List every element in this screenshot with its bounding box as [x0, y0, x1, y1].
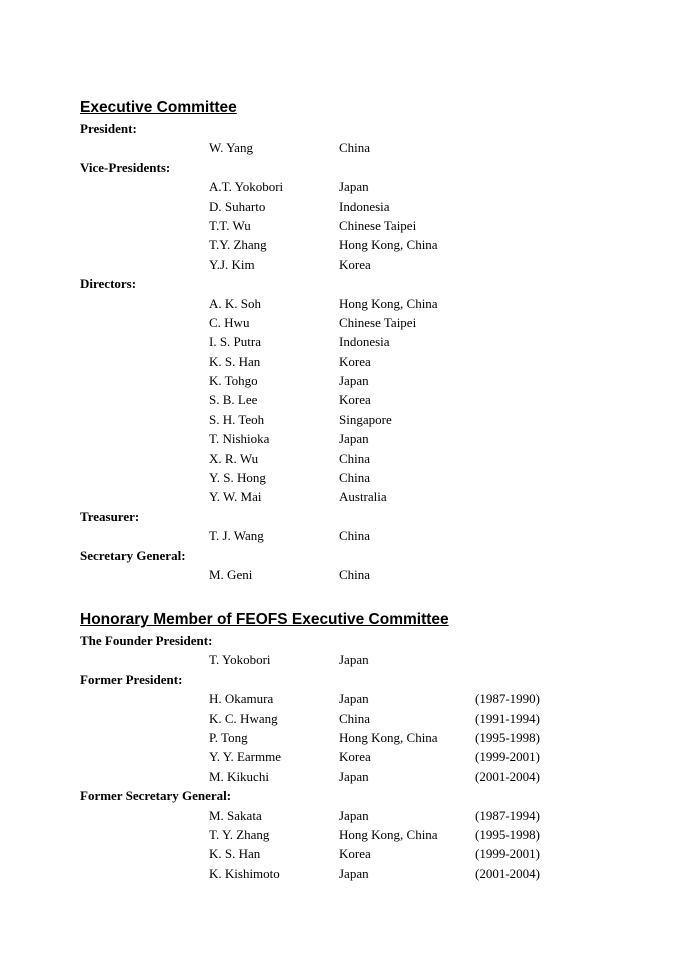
member-name: W. Yang — [209, 140, 253, 156]
member-country: Indonesia — [339, 334, 390, 350]
member-name: D. Suharto — [209, 198, 266, 214]
member-years: (1995-1998) — [475, 826, 540, 842]
member-years: (2001-2004) — [475, 768, 540, 784]
member-years: (1987-1994) — [475, 807, 540, 823]
member-row — [80, 526, 640, 545]
member-country: China — [339, 528, 371, 544]
member-country: Hong Kong, China — [339, 295, 438, 311]
section-title: Executive Committee — [80, 99, 237, 116]
member-row — [80, 825, 640, 844]
group-label: Secretary General: — [80, 547, 186, 563]
member-name: M. Sakata — [209, 807, 262, 823]
member-row — [80, 410, 640, 429]
member-name: K. Tohgo — [209, 373, 258, 389]
member-row — [80, 332, 640, 351]
member-country: Japan — [339, 652, 369, 668]
member-country: China — [339, 450, 371, 466]
member-country: Hong Kong, China — [339, 826, 438, 842]
member-row — [80, 449, 640, 468]
member-row — [80, 689, 640, 708]
member-country: Japan — [339, 691, 369, 707]
member-row — [80, 429, 640, 448]
member-name: K. S. Han — [209, 846, 261, 862]
member-years: (1999-2001) — [475, 749, 540, 765]
member-name: Y.J. Kim — [209, 256, 255, 272]
member-country: Chinese Taipei — [339, 314, 417, 330]
member-years: (1991-1994) — [475, 710, 540, 726]
member-country: Korea — [339, 256, 371, 272]
member-name: T.T. Wu — [209, 217, 251, 233]
member-name: P. Tong — [209, 729, 248, 745]
member-row — [80, 216, 640, 235]
member-name: Y. W. Mai — [209, 489, 262, 505]
member-row — [80, 294, 640, 313]
member-country: Hong Kong, China — [339, 237, 438, 253]
member-years: (2001-2004) — [475, 865, 540, 881]
group-label: The Founder President: — [80, 633, 213, 648]
member-row — [80, 313, 640, 332]
member-row — [80, 864, 640, 883]
member-row — [80, 565, 640, 584]
member-row — [80, 728, 640, 747]
member-name: H. Okamura — [209, 691, 274, 707]
member-country: Korea — [339, 749, 371, 765]
member-row — [80, 487, 640, 506]
section-body — [80, 631, 640, 883]
member-name: X. R. Wu — [209, 450, 259, 466]
member-country: Australia — [339, 489, 387, 505]
member-country: Hong Kong, China — [339, 729, 438, 745]
member-country: Chinese Taipei — [339, 217, 417, 233]
member-name: Y. S. Hong — [209, 470, 266, 486]
member-country: Japan — [339, 373, 369, 389]
member-row — [80, 767, 640, 786]
member-name: A. K. Soh — [209, 295, 262, 311]
member-country: Japan — [339, 768, 369, 784]
member-years: (1999-2001) — [475, 846, 540, 862]
member-name: Y. Y. Earmme — [209, 749, 281, 765]
member-name: S. H. Teoh — [209, 411, 265, 427]
member-name: T. Nishioka — [209, 431, 270, 447]
member-row — [80, 468, 640, 487]
member-country: Korea — [339, 846, 371, 862]
member-row — [80, 235, 640, 254]
group-label: President: — [80, 121, 137, 136]
member-years: (1995-1998) — [475, 729, 540, 745]
member-row — [80, 390, 640, 409]
member-country: Japan — [339, 807, 369, 823]
section-honorary-members — [80, 609, 640, 883]
group-label: Directors: — [80, 276, 137, 292]
member-country: Indonesia — [339, 198, 390, 214]
member-name: T. Yokobori — [209, 652, 271, 668]
member-name: K. S. Han — [209, 353, 261, 369]
member-name: A.T. Yokobori — [209, 179, 284, 195]
member-row — [80, 138, 640, 157]
member-country: China — [339, 470, 371, 486]
section-title: Honorary Member of FEOFS Executive Committee — [80, 611, 449, 628]
member-row — [80, 709, 640, 728]
member-row — [80, 806, 640, 825]
member-country: Japan — [339, 179, 369, 195]
member-name: M. Geni — [209, 566, 253, 582]
member-name: T. Y. Zhang — [209, 826, 270, 842]
group-label: Treasurer: — [80, 508, 140, 524]
member-country: Japan — [339, 431, 369, 447]
group-label: Former Secretary General: — [80, 788, 232, 804]
member-country: Korea — [339, 392, 371, 408]
member-row — [80, 352, 640, 371]
member-row — [80, 747, 640, 766]
member-years: (1987-1990) — [475, 691, 540, 707]
member-name: C. Hwu — [209, 314, 250, 330]
member-name: K. Kishimoto — [209, 865, 280, 881]
member-name: T. J. Wang — [209, 528, 264, 544]
member-row — [80, 650, 640, 669]
member-name: K. C. Hwang — [209, 710, 278, 726]
member-row — [80, 177, 640, 196]
section-executive-committee — [80, 97, 640, 584]
member-row — [80, 197, 640, 216]
member-name: T.Y. Zhang — [209, 237, 267, 253]
group-label: Vice-Presidents: — [80, 159, 171, 175]
member-row — [80, 371, 640, 390]
member-name: S. B. Lee — [209, 392, 258, 408]
member-name: I. S. Putra — [209, 334, 261, 350]
member-country: Singapore — [339, 411, 392, 427]
member-country: China — [339, 140, 371, 156]
section-body — [80, 119, 640, 584]
member-country: Japan — [339, 865, 369, 881]
member-row — [80, 255, 640, 274]
member-row — [80, 844, 640, 863]
member-name: M. Kikuchi — [209, 768, 269, 784]
group-label: Former President: — [80, 671, 183, 687]
member-country: Korea — [339, 353, 371, 369]
member-country: China — [339, 566, 371, 582]
member-country: China — [339, 710, 371, 726]
